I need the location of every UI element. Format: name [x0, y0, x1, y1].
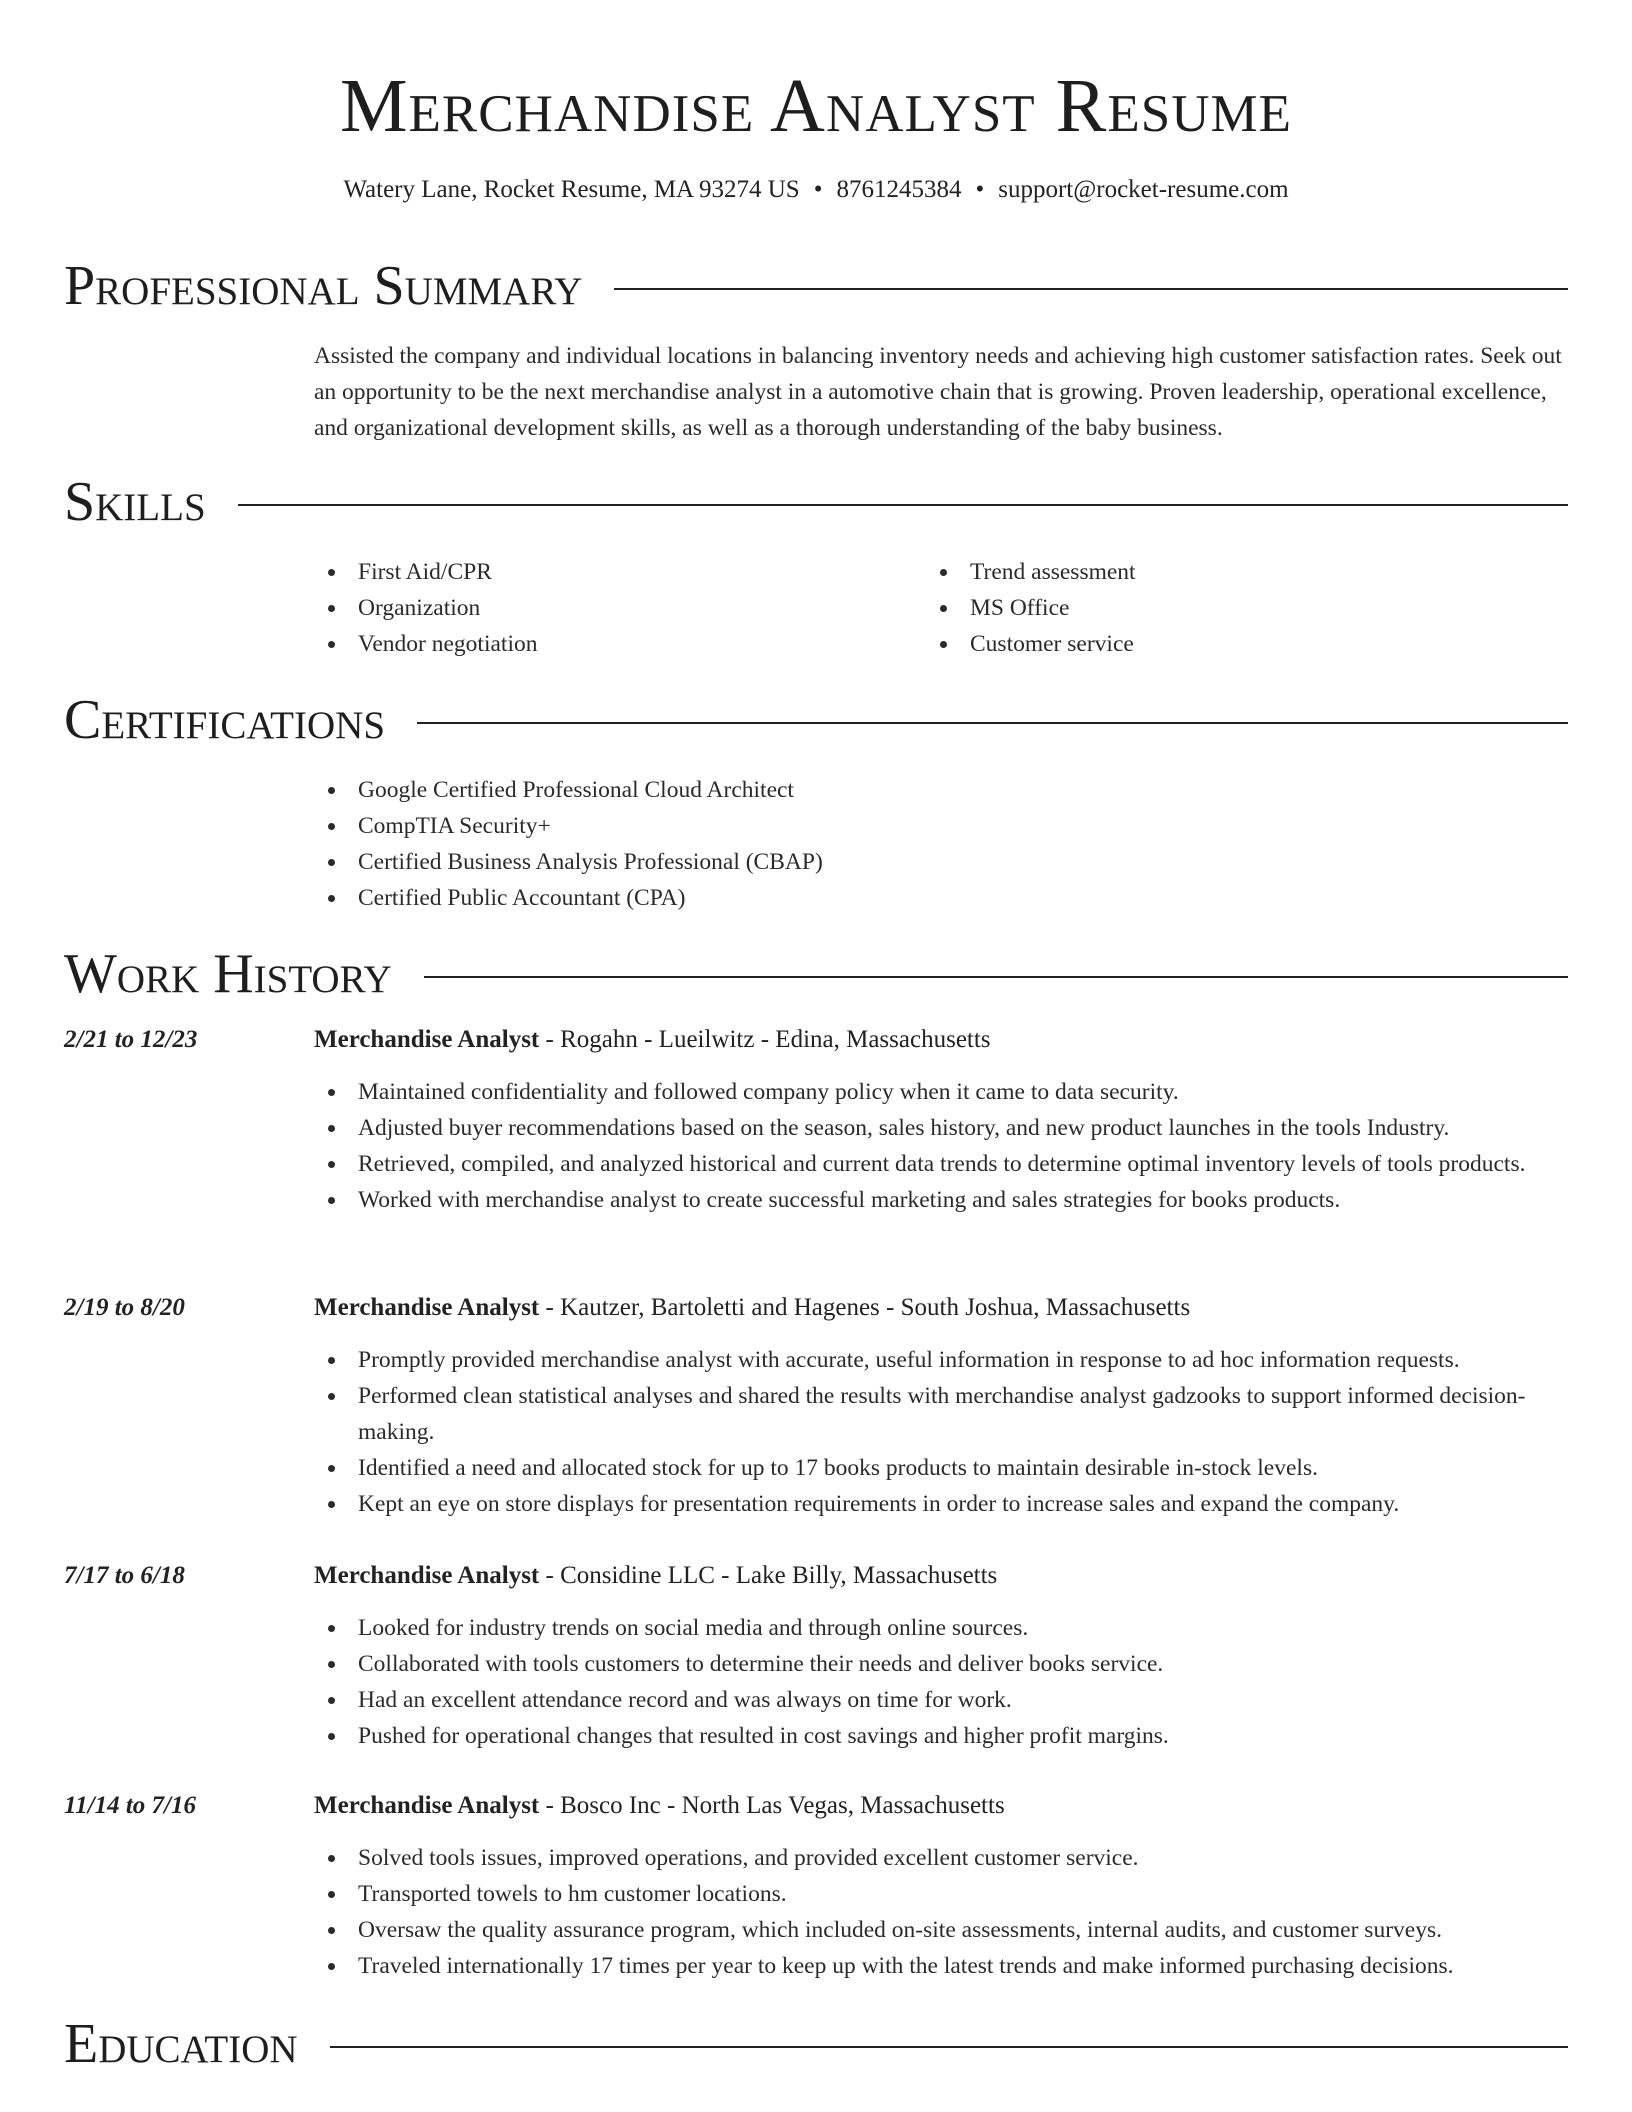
- section-title-skills: Skills: [64, 471, 206, 533]
- contact-address: Watery Lane, Rocket Resume, MA 93274 US: [343, 176, 800, 203]
- job-bullet: Adjusted buyer recommendations based on the season, sales history, and new product launches in the tools Industry.: [314, 1110, 1568, 1146]
- job-details: - Rogahn - Lueilwitz - Edina, Massachusetts: [539, 1026, 991, 1053]
- certification-item: CompTIA Security+: [314, 808, 1568, 844]
- section-divider: [614, 288, 1568, 290]
- job-title: Merchandise Analyst: [314, 1026, 540, 1053]
- job-bullets: [314, 1342, 1568, 1522]
- skill-item: MS Office: [926, 590, 1526, 626]
- job-bullet: Identified a need and allocated stock for up to 17 books products to maintain desirable in-stock levels.: [314, 1450, 1568, 1486]
- job-bullets: [314, 1610, 1568, 1754]
- section-header-summary: [64, 254, 1568, 318]
- job-bullet: Kept an eye on store displays for presentation requirements in order to increase sales and expand the company.: [314, 1486, 1568, 1522]
- job-title: Merchandise Analyst: [314, 1792, 540, 1819]
- skills-list-left: [314, 554, 914, 662]
- summary-text: Assisted the company and individual locations in balancing inventory needs and achieving high customer satisfaction rates. Seek out an opportunity to be the next merchandise analyst in a automotive chain that is growing. Proven leadership, operational excellence, and organizational development skills, as well as a thorough understanding of the baby business.: [314, 343, 1562, 441]
- certifications-list: [314, 772, 1568, 916]
- job-bullet: Looked for industry trends on social media and through online sources.: [314, 1610, 1568, 1646]
- skill-item: Organization: [314, 590, 914, 626]
- section-header-work-history: [64, 942, 1568, 1006]
- skill-item: Customer service: [926, 626, 1526, 662]
- certification-item: Google Certified Professional Cloud Architect: [314, 772, 1568, 808]
- section-header-skills: [64, 470, 1568, 534]
- contact-email[interactable]: support@rocket-resume.com: [998, 176, 1289, 203]
- job-bullet: Had an excellent attendance record and was always on time for work.: [314, 1682, 1568, 1718]
- section-divider: [238, 504, 1568, 506]
- section-divider: [424, 976, 1568, 978]
- job-bullet: Traveled internationally 17 times per year to keep up with the latest trends and make informed purchasing decisions.: [314, 1948, 1568, 1984]
- job-heading: [314, 1022, 1568, 1058]
- skills-list-right: [926, 554, 1526, 662]
- skill-item: Trend assessment: [926, 554, 1526, 590]
- job-title: Merchandise Analyst: [314, 1294, 540, 1321]
- job-details: - Considine LLC - Lake Billy, Massachusetts: [539, 1562, 998, 1589]
- section-divider: [330, 2046, 1568, 2048]
- job-bullets: [314, 1074, 1568, 1218]
- job-dates: 2/19 to 8/20: [64, 1294, 185, 1321]
- certification-item: Certified Public Accountant (CPA): [314, 880, 1568, 916]
- job-heading: [314, 1558, 1568, 1594]
- job-bullet: Retrieved, compiled, and analyzed historical and current data trends to determine optimal inventory levels of tools products.: [314, 1146, 1568, 1182]
- job-dates: 11/14 to 7/16: [64, 1792, 196, 1819]
- page-title: Merchandise Analyst Resume: [339, 64, 1292, 148]
- contact-separator: •: [813, 176, 823, 203]
- section-title-education: Education: [64, 2013, 298, 2075]
- job-bullet: Oversaw the quality assurance program, which included on-site assessments, internal audits, and customer surveys.: [314, 1912, 1568, 1948]
- contact-line: [0, 174, 1632, 206]
- job-bullet: Performed clean statistical analyses and shared the results with merchandise analyst gadzooks to support informed decision-making.: [314, 1378, 1568, 1450]
- skill-item: First Aid/CPR: [314, 554, 914, 590]
- job-heading: [314, 1290, 1568, 1326]
- skill-item: Vendor negotiation: [314, 626, 914, 662]
- section-title-certifications: Certifications: [64, 689, 386, 751]
- section-title-summary: Professional Summary: [64, 255, 583, 317]
- job-title: Merchandise Analyst: [314, 1562, 540, 1589]
- section-header-education: [64, 2012, 1568, 2076]
- job-bullet: Solved tools issues, improved operations, and provided excellent customer service.: [314, 1840, 1568, 1876]
- section-header-certifications: [64, 688, 1568, 752]
- job-bullet: Promptly provided merchandise analyst with accurate, useful information in response to ad hoc information requests.: [314, 1342, 1568, 1378]
- job-bullet: Worked with merchandise analyst to create successful marketing and sales strategies for books products.: [314, 1182, 1568, 1218]
- job-details: - Bosco Inc - North Las Vegas, Massachusetts: [539, 1792, 1005, 1819]
- job-dates: 7/17 to 6/18: [64, 1562, 185, 1589]
- certification-item: Certified Business Analysis Professional (CBAP): [314, 844, 1568, 880]
- job-bullet: Transported towels to hm customer locations.: [314, 1876, 1568, 1912]
- job-heading: [314, 1788, 1568, 1824]
- contact-separator: •: [975, 176, 985, 203]
- job-dates: 2/21 to 12/23: [64, 1026, 198, 1053]
- job-details: - Kautzer, Bartoletti and Hagenes - South Joshua, Massachusetts: [539, 1294, 1191, 1321]
- job-bullets: [314, 1840, 1568, 1984]
- job-bullet: Collaborated with tools customers to determine their needs and deliver books service.: [314, 1646, 1568, 1682]
- contact-phone: 8761245384: [836, 176, 962, 203]
- job-bullet: Pushed for operational changes that resulted in cost savings and higher profit margins.: [314, 1718, 1568, 1754]
- job-bullet: Maintained confidentiality and followed company policy when it came to data security.: [314, 1074, 1568, 1110]
- section-divider: [417, 722, 1568, 724]
- section-title-work-history: Work History: [64, 943, 392, 1005]
